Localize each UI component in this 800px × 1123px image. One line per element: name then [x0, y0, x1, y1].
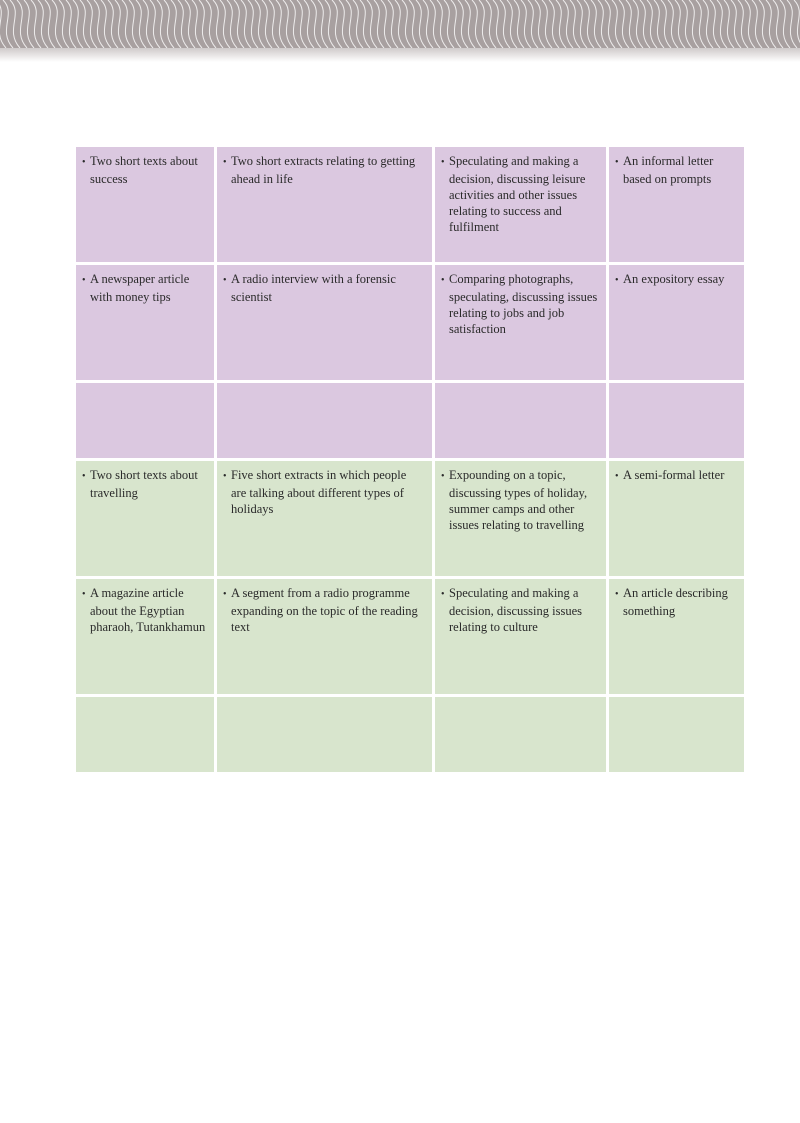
- wave-line: [367, 0, 377, 48]
- wave-line: [430, 0, 440, 48]
- wave-line: [514, 0, 524, 48]
- wave-line: [360, 0, 370, 48]
- listening-cell: [217, 461, 432, 576]
- wave-line: [556, 0, 566, 48]
- writing-cell: [609, 579, 744, 694]
- wave-line: [311, 0, 321, 48]
- wave-line: [710, 0, 720, 48]
- writing-cell: [609, 265, 744, 380]
- wave-line: [241, 0, 251, 48]
- wave-line: [213, 0, 223, 48]
- table-row: [76, 265, 744, 380]
- speaking-cell: [435, 147, 606, 262]
- wave-line: [157, 0, 167, 48]
- wave-line: [619, 0, 629, 48]
- wave-line: [143, 0, 153, 48]
- wave-line: [479, 0, 489, 48]
- wave-line: [626, 0, 636, 48]
- wave-line: [339, 0, 349, 48]
- wave-line: [591, 0, 601, 48]
- wave-line: [675, 0, 685, 48]
- wave-line: [458, 0, 468, 48]
- wave-line: [171, 0, 181, 48]
- wave-line: [472, 0, 482, 48]
- wave-line: [696, 0, 706, 48]
- writing-item: • An expository essay: [615, 271, 736, 289]
- reading-cell: [76, 265, 214, 380]
- wave-line: [752, 0, 762, 48]
- wave-line: [129, 0, 139, 48]
- wave-line: [290, 0, 300, 48]
- wave-line: [444, 0, 454, 48]
- listening-item: • Five short extracts in which people are talking about different types of holidays: [223, 467, 424, 517]
- wave-line: [507, 0, 517, 48]
- wave-line: [773, 0, 783, 48]
- wave-line: [374, 0, 384, 48]
- speaking-cell: [435, 579, 606, 694]
- wave-line: [227, 0, 237, 48]
- wave-line: [206, 0, 216, 48]
- wave-line: [283, 0, 293, 48]
- wave-line: [521, 0, 531, 48]
- wave-line: [31, 0, 41, 48]
- wave-line: [136, 0, 146, 48]
- wave-line: [332, 0, 342, 48]
- wave-line: [178, 0, 188, 48]
- wave-line: [766, 0, 776, 48]
- wave-line: [703, 0, 713, 48]
- wave-line: [661, 0, 671, 48]
- empty-cell: [217, 697, 432, 772]
- wave-line: [115, 0, 125, 48]
- wave-line: [3, 0, 13, 48]
- wave-line: [150, 0, 160, 48]
- wave-line: [584, 0, 594, 48]
- wave-line: [388, 0, 398, 48]
- wave-line: [24, 0, 34, 48]
- wave-line: [682, 0, 692, 48]
- wave-pattern: [0, 0, 800, 48]
- wave-line: [395, 0, 405, 48]
- header-shadow: [0, 48, 800, 62]
- wave-line: [80, 0, 90, 48]
- wave-line: [38, 0, 48, 48]
- wave-line: [577, 0, 587, 48]
- wave-line: [94, 0, 104, 48]
- wave-line: [381, 0, 391, 48]
- empty-row: [76, 697, 744, 772]
- wave-line: [465, 0, 475, 48]
- reading-cell: [76, 461, 214, 576]
- wave-line: [164, 0, 174, 48]
- wave-line: [10, 0, 20, 48]
- speaking-item: • Expounding on a topic, discussing types of holiday, summer camps and other issues relating to travelling: [441, 467, 598, 533]
- empty-cell: [76, 383, 214, 458]
- wave-line: [199, 0, 209, 48]
- wave-line: [605, 0, 615, 48]
- wave-line: [416, 0, 426, 48]
- wave-line: [486, 0, 496, 48]
- listening-item: • A radio interview with a forensic scientist: [223, 271, 424, 305]
- header-banner: [0, 0, 800, 48]
- speaking-item: • Comparing photographs, speculating, discussing issues relating to jobs and job satisfaction: [441, 271, 598, 337]
- reading-cell: [76, 579, 214, 694]
- wave-line: [654, 0, 664, 48]
- wave-line: [787, 0, 797, 48]
- wave-line: [409, 0, 419, 48]
- wave-line: [500, 0, 510, 48]
- wave-line: [248, 0, 258, 48]
- wave-line: [528, 0, 538, 48]
- writing-cell: [609, 461, 744, 576]
- table-row: [76, 461, 744, 576]
- wave-line: [738, 0, 748, 48]
- wave-line: [647, 0, 657, 48]
- wave-line: [731, 0, 741, 48]
- speaking-cell: [435, 265, 606, 380]
- wave-line: [689, 0, 699, 48]
- wave-line: [45, 0, 55, 48]
- wave-line: [451, 0, 461, 48]
- wave-line: [402, 0, 412, 48]
- wave-line: [794, 0, 800, 48]
- listening-item: • Two short extracts relating to getting ahead in life: [223, 153, 424, 187]
- wave-line: [269, 0, 279, 48]
- listening-cell: [217, 147, 432, 262]
- wave-line: [563, 0, 573, 48]
- table-row: [76, 147, 744, 262]
- wave-line: [745, 0, 755, 48]
- wave-line: [255, 0, 265, 48]
- wave-line: [101, 0, 111, 48]
- reading-item: • Two short texts about success: [82, 153, 206, 187]
- wave-line: [353, 0, 363, 48]
- wave-line: [612, 0, 622, 48]
- wave-line: [276, 0, 286, 48]
- speaking-cell: [435, 461, 606, 576]
- wave-line: [59, 0, 69, 48]
- wave-line: [570, 0, 580, 48]
- wave-line: [318, 0, 328, 48]
- wave-line: [297, 0, 307, 48]
- listening-cell: [217, 579, 432, 694]
- wave-line: [423, 0, 433, 48]
- wave-line: [549, 0, 559, 48]
- wave-line: [17, 0, 27, 48]
- empty-cell: [217, 383, 432, 458]
- wave-line: [122, 0, 132, 48]
- syllabus-table: [73, 144, 747, 775]
- wave-line: [52, 0, 62, 48]
- reading-item: • A magazine article about the Egyptian pharaoh, Tutankhamun: [82, 585, 206, 635]
- wave-line: [437, 0, 447, 48]
- wave-line: [0, 0, 6, 48]
- wave-line: [346, 0, 356, 48]
- writing-cell: [609, 147, 744, 262]
- wave-line: [640, 0, 650, 48]
- wave-line: [304, 0, 314, 48]
- wave-line: [220, 0, 230, 48]
- wave-line: [185, 0, 195, 48]
- empty-cell: [435, 697, 606, 772]
- speaking-item: • Speculating and making a decision, discussing issues relating to culture: [441, 585, 598, 635]
- reading-cell: [76, 147, 214, 262]
- wave-line: [542, 0, 552, 48]
- empty-cell: [76, 697, 214, 772]
- wave-line: [325, 0, 335, 48]
- empty-row: [76, 383, 744, 458]
- reading-item: • A newspaper article with money tips: [82, 271, 206, 305]
- wave-line: [668, 0, 678, 48]
- listening-item: • A segment from a radio programme expanding on the topic of the reading text: [223, 585, 424, 635]
- writing-item: • An article describing something: [615, 585, 736, 619]
- wave-line: [192, 0, 202, 48]
- empty-cell: [435, 383, 606, 458]
- writing-item: • An informal letter based on prompts: [615, 153, 736, 187]
- wave-line: [633, 0, 643, 48]
- empty-cell: [609, 383, 744, 458]
- wave-line: [87, 0, 97, 48]
- wave-line: [234, 0, 244, 48]
- wave-line: [73, 0, 83, 48]
- wave-line: [724, 0, 734, 48]
- wave-line: [535, 0, 545, 48]
- speaking-item: • Speculating and making a decision, discussing leisure activities and other issues relating to success and fulfilment: [441, 153, 598, 235]
- wave-line: [66, 0, 76, 48]
- reading-item: • Two short texts about travelling: [82, 467, 206, 501]
- wave-line: [262, 0, 272, 48]
- wave-line: [598, 0, 608, 48]
- wave-line: [108, 0, 118, 48]
- wave-line: [717, 0, 727, 48]
- wave-line: [780, 0, 790, 48]
- listening-cell: [217, 265, 432, 380]
- wave-line: [759, 0, 769, 48]
- table-row: [76, 579, 744, 694]
- wave-line: [493, 0, 503, 48]
- empty-cell: [609, 697, 744, 772]
- writing-item: • A semi-formal letter: [615, 467, 736, 485]
